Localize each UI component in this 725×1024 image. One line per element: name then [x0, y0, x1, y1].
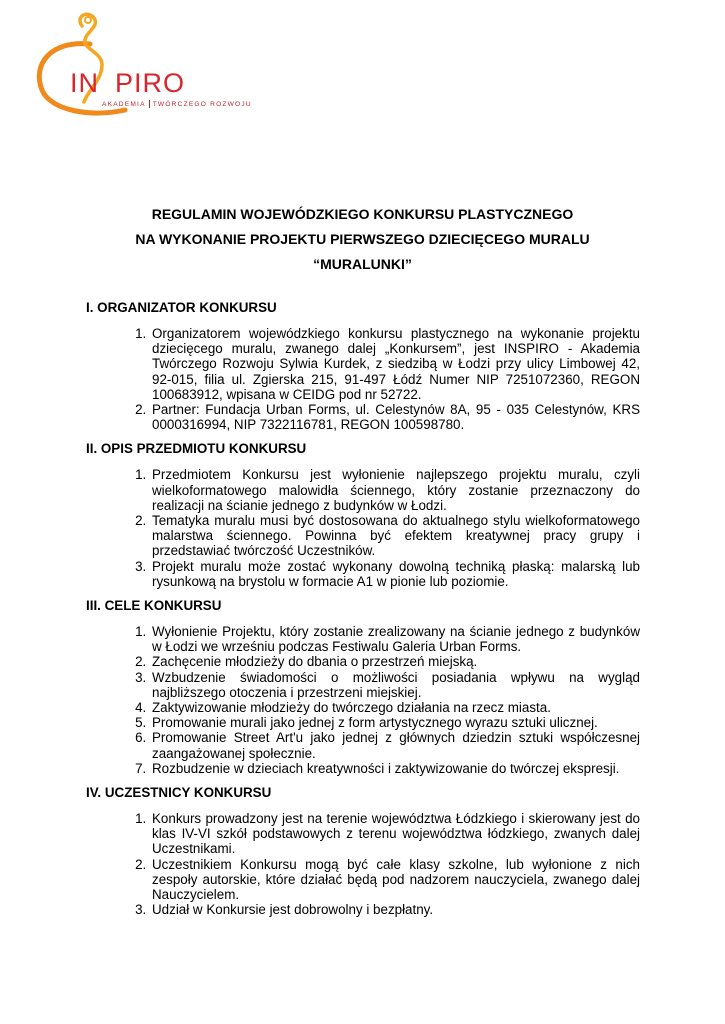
document-title	[0, 202, 725, 277]
section-heading: III. CELE KONKURSU	[86, 598, 222, 614]
list-item: 1. Wyłonienie Projektu, który zostanie zrealizowany na ścianie jednego z budynków w Łodzi we wrześniu podczas Festiwalu Galeria Urban Forms.	[150, 624, 640, 654]
logo-wordmark	[70, 68, 185, 99]
section-list	[86, 326, 640, 432]
list-item: 6. Promowanie Street Art'u jako jednej z głównych dziedzin sztuki współczesnej zaangażowanej społecznie.	[150, 730, 640, 760]
list-item: 2. Uczestnikiem Konkursu mogą być całe klasy szkolne, lub wyłonione z nich zespoły autorskie, które działać będą pod nadzorem nauczyciela, zwanego dalej Nauczycielem.	[150, 857, 640, 903]
logo-name-right: PIRO	[115, 68, 186, 98]
list-item: 7. Rozbudzenie w dzieciach kreatywności i zaktywizowanie do twórczej ekspresji.	[150, 761, 640, 776]
logo-tagline-right: TWÓRCZEGO ROZWOJU	[152, 100, 252, 108]
list-item: 2. Partner: Fundacja Urban Forms, ul. Celestynów 8A, 95 - 035 Celestynów, KRS 0000316994, NIP 7322116781, REGON 100598780.	[150, 402, 640, 432]
logo-tagline-left: AKADEMIA	[102, 100, 146, 108]
logo-tagline	[102, 100, 252, 108]
list-item: 4. Zaktywizowanie młodzieży do twórczego działania na rzecz miasta.	[150, 700, 640, 715]
list-item: 3. Udział w Konkursie jest dobrowolny i bezpłatny.	[150, 902, 640, 917]
section-heading: IV. UCZESTNICY KONKURSU	[86, 785, 272, 801]
inspiro-logo	[30, 10, 252, 120]
section-list	[86, 467, 640, 589]
section-list	[86, 811, 640, 917]
section-heading: II. OPIS PRZEDMIOTU KONKURSU	[86, 441, 307, 457]
title-line-3: “MURALUNKI”	[313, 256, 412, 272]
section-goals	[86, 598, 640, 776]
list-item: 5. Promowanie murali jako jednej z form artystycznego wyrazu sztuki ulicznej.	[150, 715, 640, 730]
list-item: 3. Projekt muralu może zostać wykonany dowolną techniką płaską: malarską lub rysunkową na brystolu w formacie A1 w pionie lub poziomie.	[150, 559, 640, 589]
section-list	[86, 624, 640, 776]
list-item: 2. Zachęcenie młodzieży do dbania o przestrzeń miejską.	[150, 654, 640, 669]
list-item: 1. Organizatorem wojewódzkiego konkursu plastycznego na wykonanie projektu dziecięcego muralu, zwanego dalej „Konkursem”, jest INSPIRO - Akademia Twórczego Rozwoju Sylwia Kurdek, z siedzibą w Łodzi przy ulicy Limbowej 42, 92-015, filia ul. Zgierska 215, 91-497 Łódź Numer NIP 7251072360, REGON 100683912, wpisana w CEIDG pod nr 52722.	[150, 326, 640, 402]
title-line-2: NA WYKONANIE PROJEKTU PIERWSZEGO DZIECIĘCEGO MURALU	[135, 231, 590, 247]
title-line-1: REGULAMIN WOJEWÓDZKIEGO KONKURSU PLASTYCZNEGO	[151, 206, 574, 222]
section-heading: I. ORGANIZATOR KONKURSU	[86, 300, 277, 315]
list-item: 2. Tematyka muralu musi być dostosowana do aktualnego stylu wielkoformatowego malarstwa ściennego. Powinna być efektem kreatywnej pracy grupy i przedstawiać twórczość Uczestników.	[150, 513, 640, 559]
document-body	[86, 300, 640, 927]
list-item: 1. Przedmiotem Konkursu jest wyłonienie najlepszego projektu muralu, czyli wielkoformatowego malowidła ściennego, który zostanie przeznaczony do realizacji na ścianie jednego z budynków w Łodzi.	[150, 467, 640, 513]
list-item: 3. Wzbudzenie świadomości o możliwości posiadania wpływu na wygląd najbliższego otoczenia i przestrzeni miejskiej.	[150, 670, 640, 700]
section-organizer	[86, 300, 640, 432]
section-subject	[86, 441, 640, 589]
logo-name-left: IN	[70, 68, 99, 98]
section-participants	[86, 785, 640, 917]
list-item: 1. Konkurs prowadzony jest na terenie województwa Łódzkiego i skierowany jest do klas IV-VI szkół podstawowych z terenu województwa łódzkiego, zwanych dalej Uczestnikami.	[150, 811, 640, 857]
